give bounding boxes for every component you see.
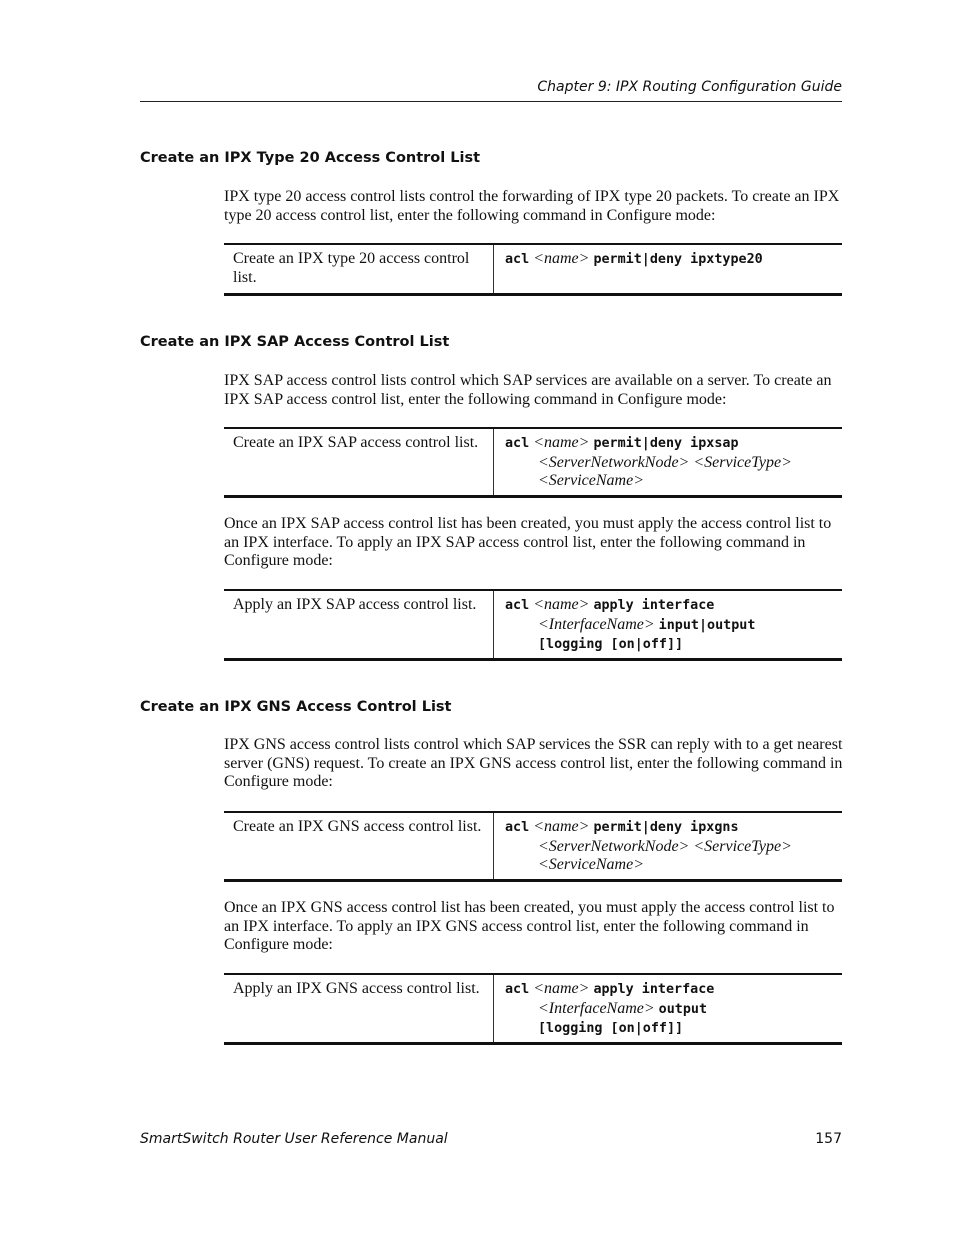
keyword-apply-interface: apply interface xyxy=(593,982,715,997)
arg-name: <name> xyxy=(533,818,590,835)
arg-name: <name> xyxy=(533,596,590,613)
keyword-direction: input|output xyxy=(658,617,756,633)
arg-server-network-node: <ServerNetworkNode> xyxy=(538,453,690,471)
page-header xyxy=(140,79,842,102)
keyword-permit-deny: permit|deny ipxtype20 xyxy=(593,252,763,267)
command-description: Create an IPX GNS access control list. xyxy=(224,813,494,879)
keyword-acl: acl xyxy=(505,436,530,451)
arg-name: <name> xyxy=(533,250,590,267)
command-table-sap-apply xyxy=(224,589,842,661)
arg-name: <name> xyxy=(533,434,590,451)
paragraph-sap-followup: Once an IPX SAP access control list has been created, you must apply the access control list to an IPX interface. To apply an IPX SAP access control list, enter the following command in Configure mode: xyxy=(224,515,832,569)
command-syntax xyxy=(505,434,842,491)
footer-page-number: 157 xyxy=(815,1131,842,1147)
command-syntax xyxy=(505,818,842,875)
section-heading-sap: Create an IPX SAP Access Control List xyxy=(140,334,450,350)
arg-service-type: <ServiceType> xyxy=(693,837,792,855)
arg-interface-name: <InterfaceName> xyxy=(538,999,655,1017)
command-table-type20 xyxy=(224,243,842,296)
command-syntax xyxy=(505,596,842,655)
paragraph-gns-intro: IPX GNS access control lists control which SAP services the SSR can reply with to a get nearest server (GNS) request. To create an IPX GNS access control list, enter the following command in Configure mode: xyxy=(224,736,843,790)
keyword-acl: acl xyxy=(505,820,530,835)
arg-server-network-node: <ServerNetworkNode> xyxy=(538,837,690,855)
section-heading-gns: Create an IPX GNS Access Control List xyxy=(140,699,452,715)
command-table-sap-create xyxy=(224,427,842,498)
paragraph-gns-followup: Once an IPX GNS access control list has been created, you must apply the access control list to an IPX interface. To apply an IPX GNS access control list, enter the following command in Configure mode: xyxy=(224,899,835,953)
paragraph-type20-intro: IPX type 20 access control lists control the forwarding of IPX type 20 packets. To create an IPX type 20 access control list, enter the following command in Configure mode: xyxy=(224,188,840,224)
keyword-acl: acl xyxy=(505,982,530,997)
keyword-permit-deny: permit|deny ipxsap xyxy=(593,436,739,451)
command-description: Create an IPX type 20 access control list. xyxy=(224,245,494,293)
keyword-permit-deny: permit|deny ipxgns xyxy=(593,820,739,835)
arg-name: <name> xyxy=(533,980,590,997)
keyword-direction: output xyxy=(658,1001,708,1017)
command-syntax xyxy=(505,250,842,270)
command-table-gns-apply xyxy=(224,973,842,1045)
paragraph-sap-intro: IPX SAP access control lists control which SAP services are available on a server. To create an IPX SAP access control list, enter the following command in Configure mode: xyxy=(224,372,832,408)
arg-service-type: <ServiceType> xyxy=(693,453,792,471)
command-description: Create an IPX SAP access control list. xyxy=(224,429,494,495)
keyword-acl: acl xyxy=(505,252,530,267)
keyword-apply-interface: apply interface xyxy=(593,598,715,613)
command-description: Apply an IPX SAP access control list. xyxy=(224,591,494,658)
command-table-gns-create xyxy=(224,811,842,882)
section-heading-type20: Create an IPX Type 20 Access Control List xyxy=(140,150,481,166)
arg-interface-name: <InterfaceName> xyxy=(538,615,655,633)
arg-service-name: <ServiceName> xyxy=(538,472,644,489)
chapter-title: Chapter 9: IPX Routing Configuration Guide xyxy=(537,79,842,95)
command-description: Apply an IPX GNS access control list. xyxy=(224,975,494,1042)
arg-service-name: <ServiceName> xyxy=(538,856,644,873)
keyword-acl: acl xyxy=(505,598,530,613)
keyword-logging: [logging [on|off]] xyxy=(538,637,684,652)
keyword-logging: [logging [on|off]] xyxy=(538,1021,684,1036)
command-syntax xyxy=(505,980,842,1039)
footer-manual-title: SmartSwitch Router User Reference Manual xyxy=(140,1131,448,1147)
